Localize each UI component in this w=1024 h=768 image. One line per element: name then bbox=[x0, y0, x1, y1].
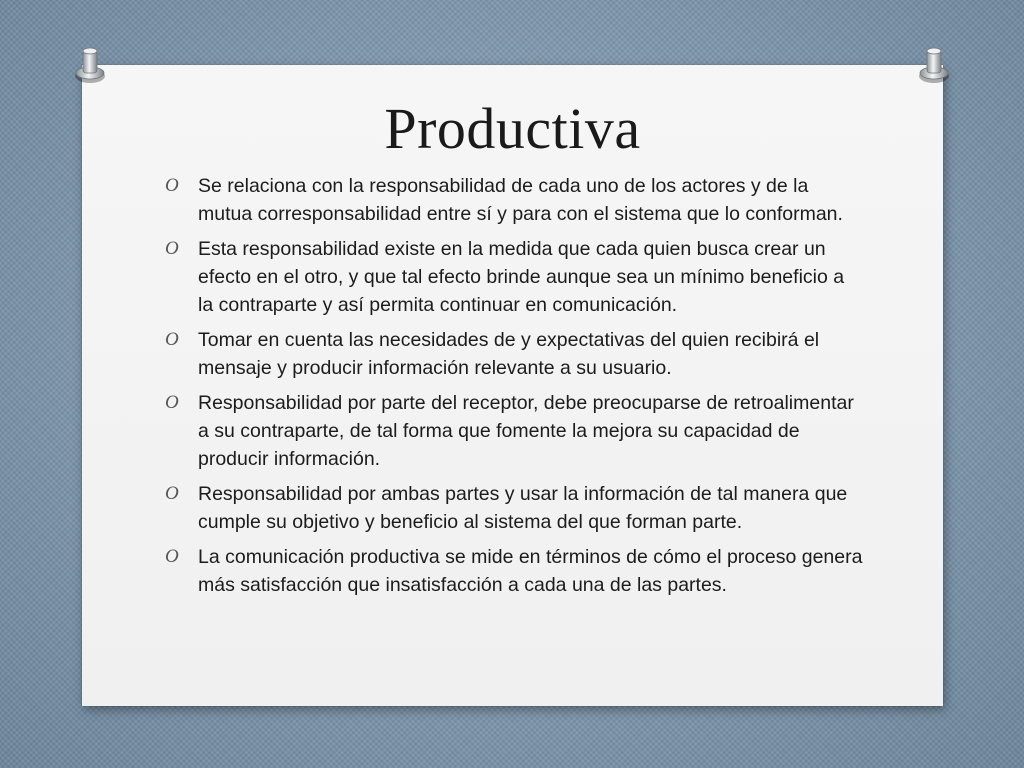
bullet-marker: O bbox=[165, 392, 179, 413]
bullet-text: Responsabilidad por ambas partes y usar la información de tal manera que cumple su objetivo y beneficio al sistema del que forman parte. bbox=[198, 483, 848, 533]
bullet-item bbox=[163, 543, 863, 599]
bullet-marker: O bbox=[165, 238, 179, 259]
bullet-marker: O bbox=[165, 175, 179, 196]
pushpin-icon bbox=[70, 42, 110, 86]
bullet-list bbox=[163, 172, 863, 606]
bullet-text: La comunicación productiva se mide en términos de cómo el proceso genera más satisfacción que insatisfacción a cada una de las partes. bbox=[198, 546, 863, 596]
bullet-text: Tomar en cuenta las necesidades de y expectativas del quien recibirá el mensaje y producir información relevante a su usuario. bbox=[198, 329, 820, 379]
bullet-text: Esta responsabilidad existe en la medida que cada quien busca crear un efecto en el otro, y que tal efecto brinde aunque sea un mínimo beneficio a la contraparte y así permita continuar en comunicación. bbox=[198, 238, 845, 316]
bullet-item bbox=[163, 480, 863, 536]
bullet-item bbox=[163, 235, 863, 319]
bullet-marker: O bbox=[165, 329, 179, 350]
bullet-text: Responsabilidad por parte del receptor, debe preocuparse de retroalimentar a su contraparte, de tal forma que fomente la mejora su capacidad de producir información. bbox=[198, 392, 854, 470]
slide-title: Productiva bbox=[384, 96, 641, 161]
pushpin-icon bbox=[914, 42, 954, 86]
bullet-item bbox=[163, 389, 863, 473]
bullet-item bbox=[163, 326, 863, 382]
bullet-item bbox=[163, 172, 863, 228]
bullet-marker: O bbox=[165, 483, 179, 504]
bullet-text: Se relaciona con la responsabilidad de cada uno de los actores y de la mutua corresponsabilidad entre sí y para con el sistema que lo conforman. bbox=[198, 175, 843, 225]
bullet-marker: O bbox=[165, 546, 179, 567]
